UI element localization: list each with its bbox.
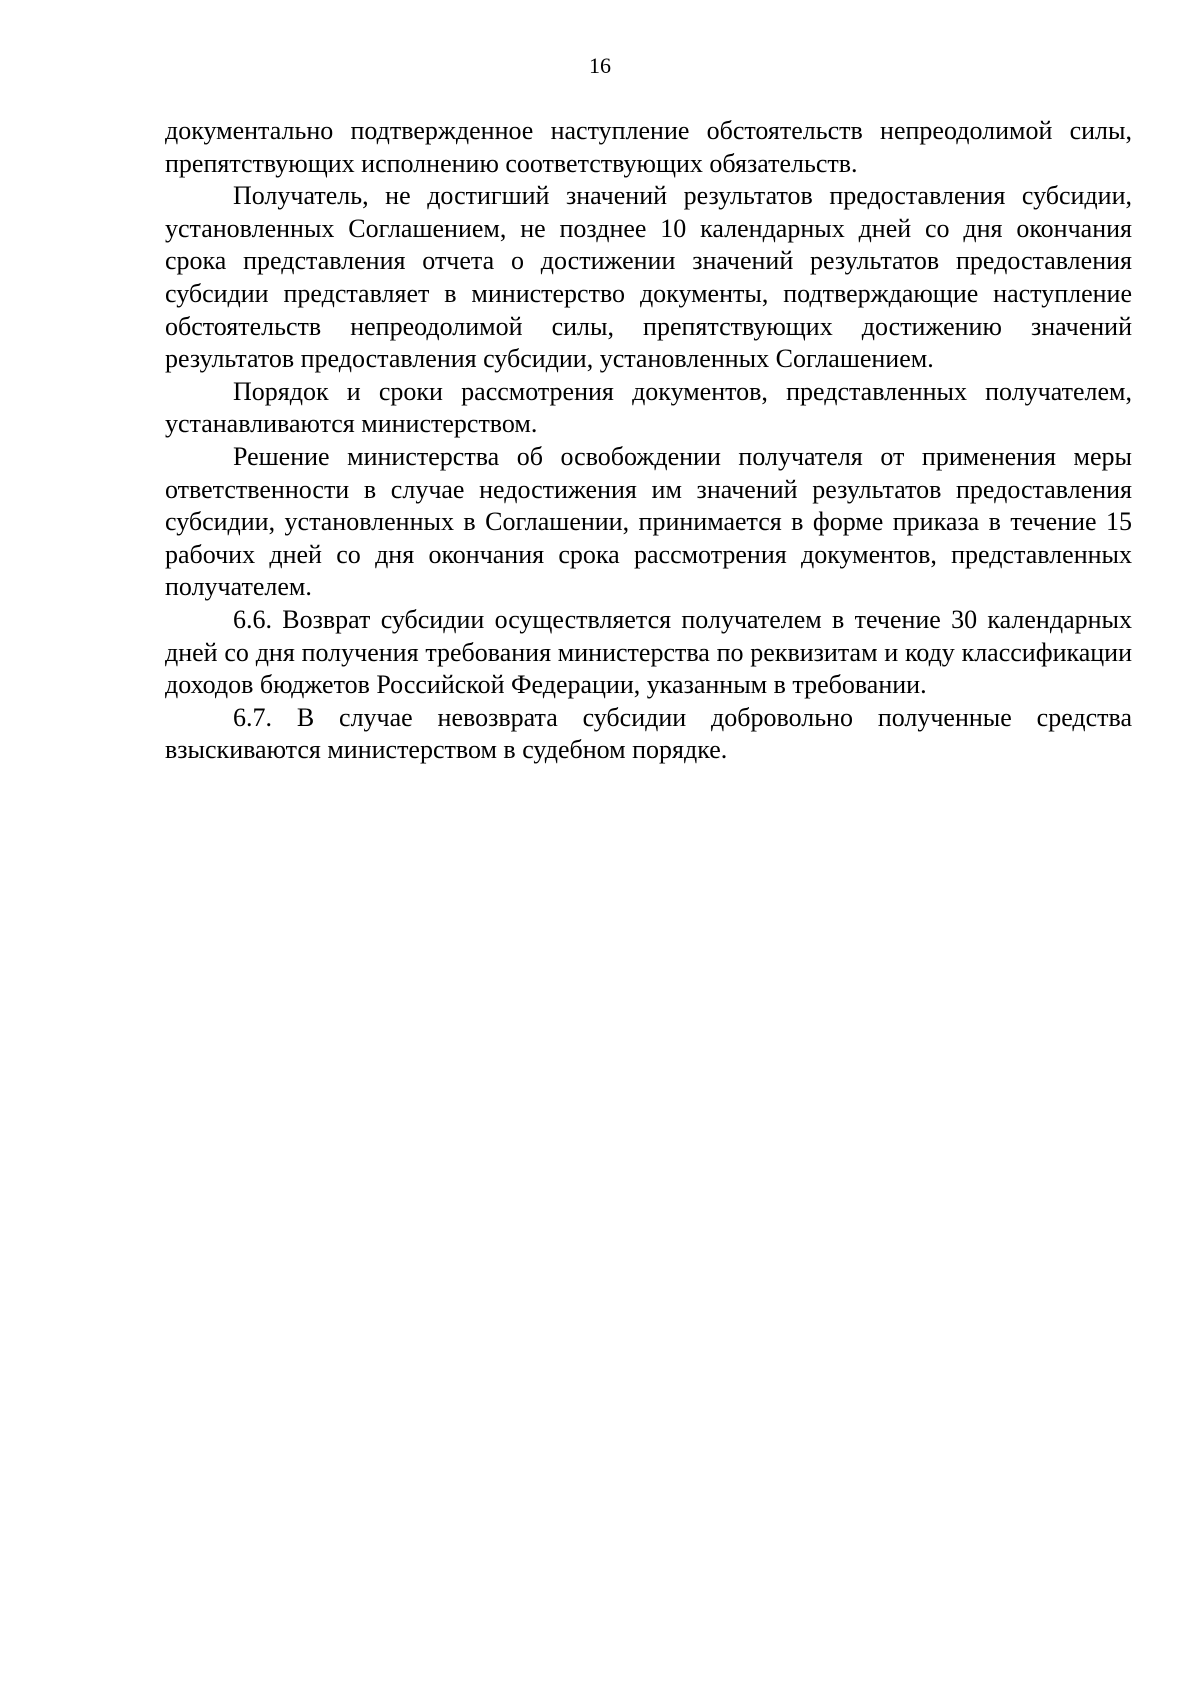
paragraph-6-7-recovery: 6.7. В случае невозврата субсидии добровольно полученные средства взыскиваются министерством в судебном порядке.: [165, 702, 1132, 765]
paragraph-review-procedure: Порядок и сроки рассмотрения документов, представленных получателем, устанавливаются министерством.: [165, 376, 1132, 439]
paragraph-recipient-documents: Получатель, не достигший значений результатов предоставления субсидии, установленных Соглашением, не позднее 10 календарных дней со дня окончания срока представления отчета о достижении значений результатов предоставления субсидии представляет в министерство документы, подтверждающие наступление обстоятельств непреодолимой силы, препятствующих достижению значений результатов предоставления субсидии, установленных Соглашением.: [165, 181, 1132, 374]
document-body: [165, 115, 1132, 767]
paragraph-continuation: документально подтвержденное наступление обстоятельств непреодолимой силы, препятствующих исполнению соответствующих обязательств.: [165, 116, 1132, 178]
paragraph-ministry-decision: Решение министерства об освобождении получателя от применения меры ответственности в случае недостижения им значений результатов предоставления субсидии, установленных в Соглашении, принимается в форме приказа в течение 15 рабочих дней со дня окончания срока рассмотрения документов, представленных получателем.: [165, 441, 1132, 602]
page-number: 16: [589, 53, 611, 78]
paragraph-6-6-subsidy-return: 6.6. Возврат субсидии осуществляется получателем в течение 30 календарных дней со дня получения требования министерства по реквизитам и коду классификации доходов бюджетов Российской Федерации, указанным в требовании.: [165, 604, 1132, 700]
